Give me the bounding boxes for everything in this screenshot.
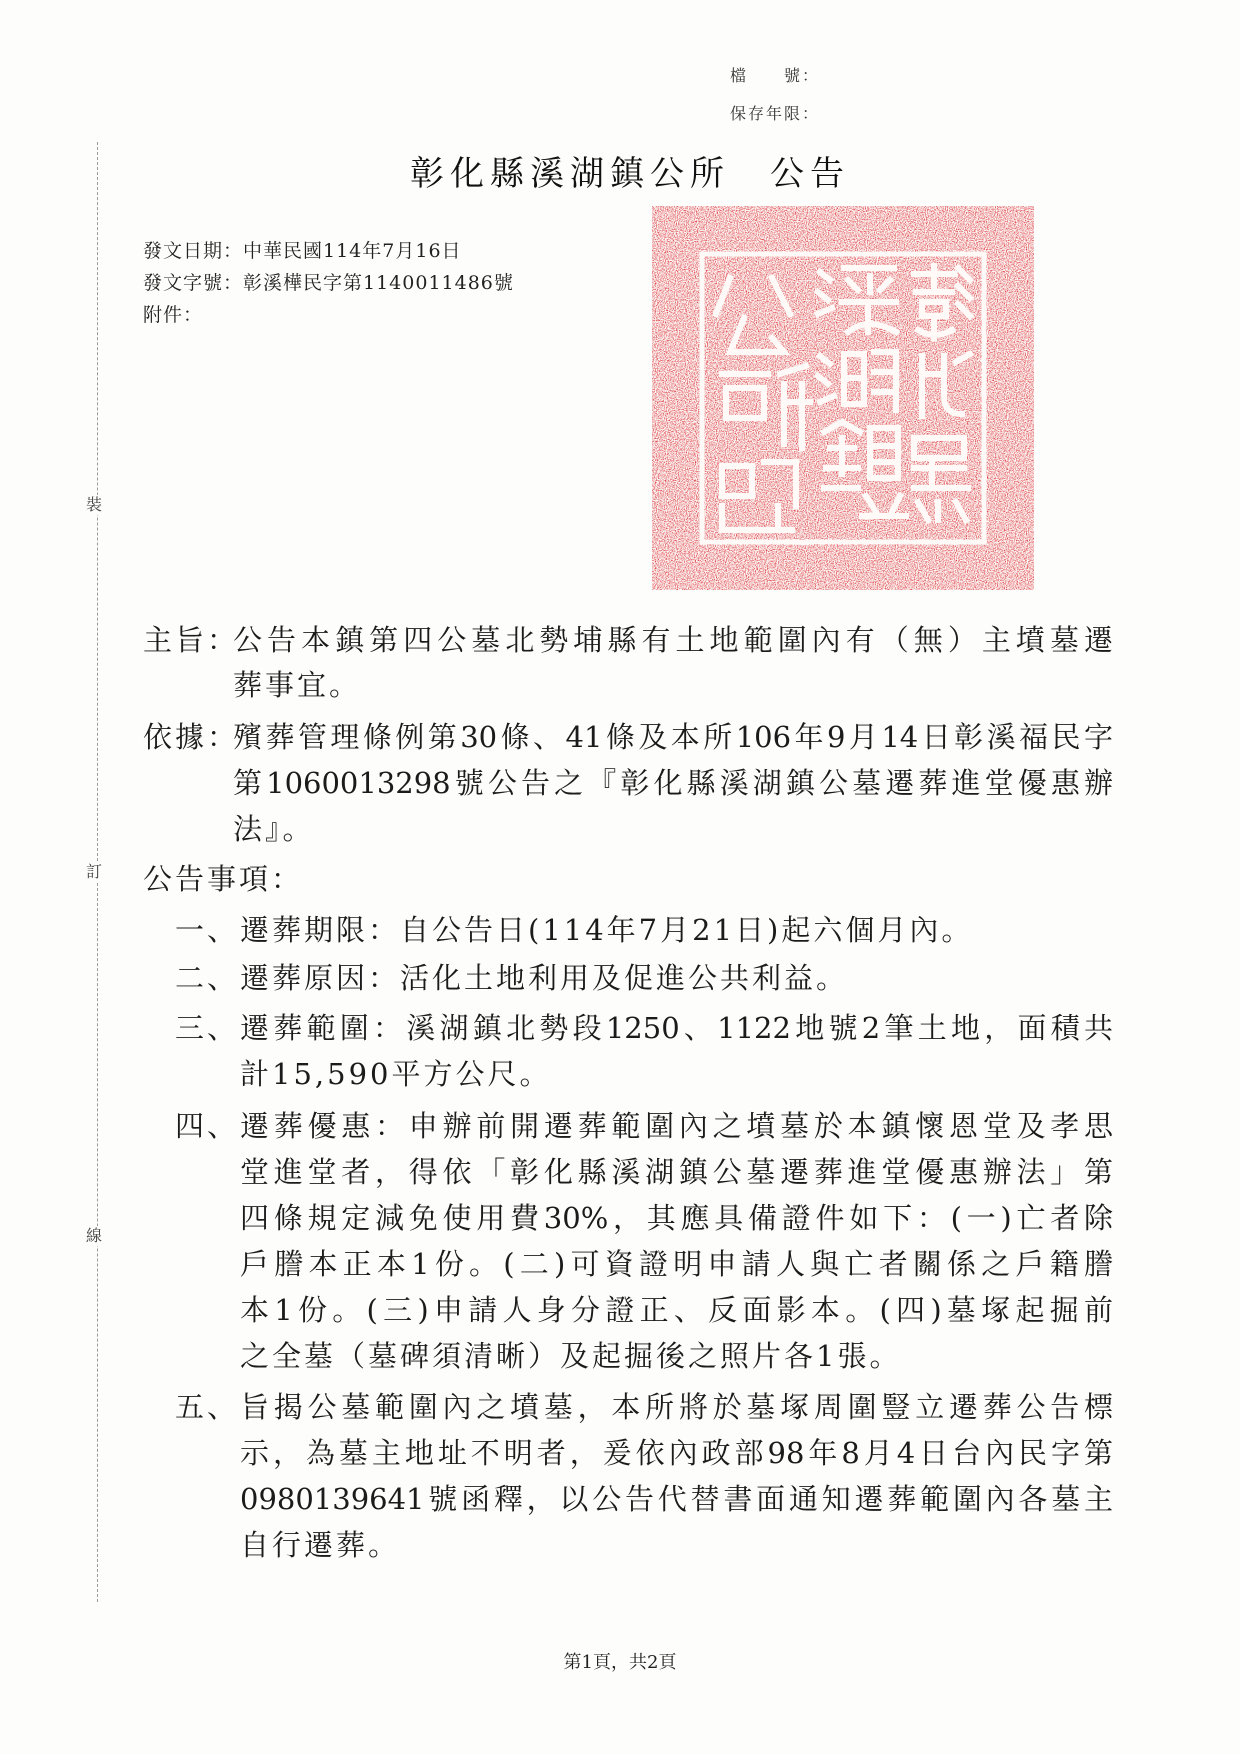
attachment-label: 附件： [143,304,204,326]
basis-line-1: 殯葬管理條例第30條、41條及本所106年9月14日彰溪福民字 [233,720,1113,754]
retention-period-label: 保存年限： [730,104,821,123]
item-2-line-1: 遷葬原因：活化土地利用及促進公共利益。 [240,961,849,995]
issue-date: 發文日期：中華民國114年7月16日 [143,240,462,262]
binding-mark-2: 訂 [86,862,103,881]
basis-line-2: 第1060013298號公告之『彰化縣溪湖鎮公墓遷葬進堂優惠辦 [233,766,1113,800]
item-3-line-1: 遷葬範圍：溪湖鎮北勢段1250、1122地號2筆土地，面積共 [240,1011,1113,1045]
document-number: 發文字號：彰溪樺民字第1140011486號 [143,272,514,294]
official-seal-stamp [652,206,1034,590]
item-1-line-1: 遷葬期限：自公告日(114年7月21日)起六個月內。 [240,913,974,947]
page-number: 第1頁，共2頁 [563,1652,677,1673]
item-1-marker: 一、 [175,913,240,947]
basis-line-3: 法』。 [233,812,315,846]
subject-line-1: 公告本鎮第四公墓北勢埔縣有土地範圍內有（無）主墳墓遷 [233,623,1113,657]
items-heading: 公告事項： [143,862,304,896]
item-4-marker: 四、 [175,1109,240,1143]
item-4-line-3: 四條規定減免使用費30%，其應具備證件如下：(一)亡者除 [240,1201,1113,1235]
item-3-line-2: 計15,590平方公尺。 [240,1057,552,1091]
item-5-line-2: 示，為墓主地址不明者，爰依內政部98年8月4日台內民字第 [240,1436,1113,1470]
subject-label: 主旨： [143,623,240,657]
file-number-label: 檔 號： [730,66,821,85]
document-type: 公告 [770,154,850,194]
item-5-line-3: 0980139641號函釋，以公告代替書面通知遷葬範圍內各墓主 [240,1482,1113,1516]
basis-label: 依據： [143,720,240,754]
binding-mark-1: 裝 [86,495,103,514]
item-5-line-1: 旨揭公墓範圍內之墳墓，本所將於墓塚周圍豎立遷葬公告標 [240,1390,1113,1424]
item-4-line-1: 遷葬優惠：申辦前開遷葬範圍內之墳墓於本鎮懷恩堂及孝思 [240,1109,1113,1143]
item-2-marker: 二、 [175,961,240,995]
item-4-line-6: 之全墓（墓碑須清晰）及起掘後之照片各1張。 [240,1339,902,1373]
binding-mark-3: 線 [86,1226,103,1245]
item-5-marker: 五、 [175,1390,240,1424]
item-5-line-4: 自行遷葬。 [240,1528,401,1562]
item-4-line-4: 戶謄本正本1份。(二)可資證明申請人與亡者關係之戶籍謄 [240,1247,1113,1281]
agency-name: 彰化縣溪湖鎮公所 [410,154,730,194]
document-title [0,146,1240,195]
item-4-line-2: 堂進堂者，得依「彰化縣溪湖鎮公墓遷葬進堂優惠辦法」第 [240,1155,1113,1189]
item-4-line-5: 本1份。(三)申請人身分證正、反面影本。(四)墓塚起掘前 [240,1293,1113,1327]
item-3-marker: 三、 [175,1011,240,1045]
subject-line-2: 葬事宜。 [233,668,362,702]
